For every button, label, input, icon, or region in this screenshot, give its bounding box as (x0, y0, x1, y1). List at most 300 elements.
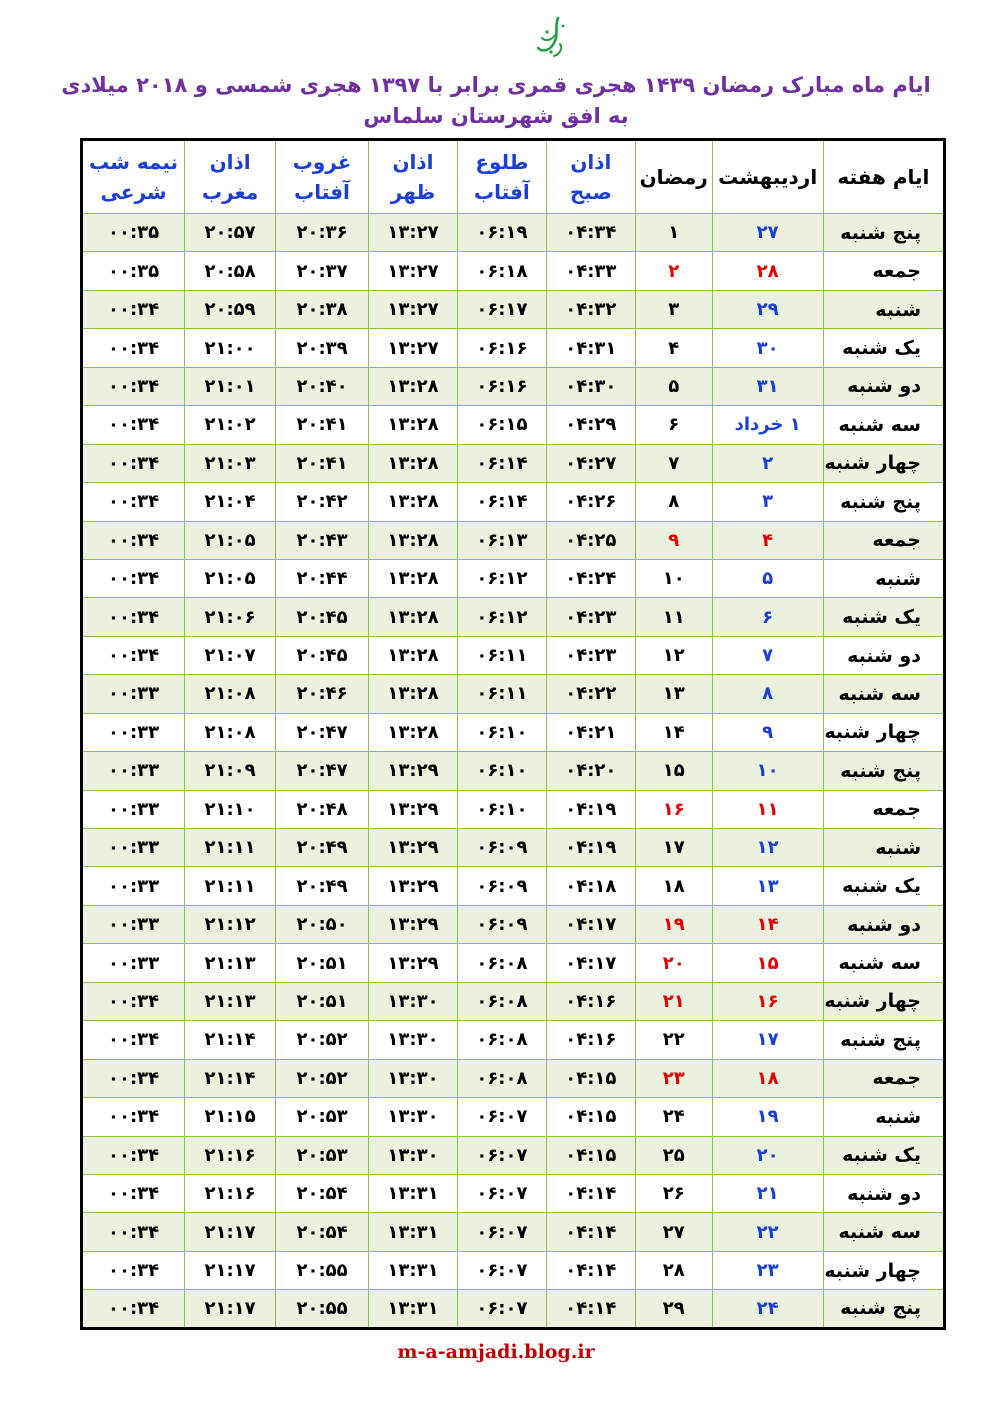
ramadan-day-cell: ۳ (635, 290, 712, 328)
midnight-time-cell: ۰۰:۳۴ (82, 329, 185, 367)
sunset-time-cell: ۲۰:۵۳ (276, 1098, 369, 1136)
ramadan-day-cell: ۲۹ (635, 1290, 712, 1328)
sunset-time-cell: ۲۰:۴۹ (276, 829, 369, 867)
sunset-time-cell: ۲۰:۵۵ (276, 1251, 369, 1289)
maghrib-time-cell: ۲۱:۰۵ (185, 559, 276, 597)
header-sunset (276, 140, 369, 214)
table-row (82, 713, 945, 751)
dhuhr-time-cell: ۱۳:۲۹ (369, 829, 458, 867)
maghrib-time-cell: ۲۱:۰۹ (185, 752, 276, 790)
fajr-time-cell: ۰۴:۲۷ (546, 444, 635, 482)
table-row (82, 675, 945, 713)
dhuhr-time-cell: ۱۳:۲۷ (369, 329, 458, 367)
ramadan-day-cell: ۱۰ (635, 559, 712, 597)
header-sunset-line2: آفتاب (294, 180, 350, 204)
table-row (82, 1021, 945, 1059)
midnight-time-cell: ۰۰:۳۴ (82, 1251, 185, 1289)
ordibehesht-cell: ۱۸ (712, 1059, 823, 1097)
ramadan-day-cell: ۱۳ (635, 675, 712, 713)
midnight-time-cell: ۰۰:۳۴ (82, 1059, 185, 1097)
weekday-cell: دو شنبه (823, 905, 944, 943)
sunrise-time-cell: ۰۶:۰۸ (457, 982, 546, 1020)
header-fajr-line1: اذان (570, 150, 612, 174)
midnight-time-cell: ۰۰:۳۴ (82, 290, 185, 328)
weekday-cell: یک شنبه (823, 867, 944, 905)
weekday-cell: سه شنبه (823, 1213, 944, 1251)
fajr-time-cell: ۰۴:۲۲ (546, 675, 635, 713)
sunset-time-cell: ۲۰:۵۳ (276, 1136, 369, 1174)
weekday-cell: چهار شنبه (823, 713, 944, 751)
table-row (82, 406, 945, 444)
midnight-time-cell: ۰۰:۳۳ (82, 867, 185, 905)
table-row (82, 290, 945, 328)
ramadan-timetable (80, 138, 946, 1330)
fajr-time-cell: ۰۴:۳۲ (546, 290, 635, 328)
sunrise-time-cell: ۰۶:۱۵ (457, 406, 546, 444)
sunrise-time-cell: ۰۶:۱۶ (457, 367, 546, 405)
maghrib-time-cell: ۲۱:۰۰ (185, 329, 276, 367)
fajr-time-cell: ۰۴:۱۵ (546, 1136, 635, 1174)
ramadan-day-cell: ۹ (635, 521, 712, 559)
sunrise-time-cell: ۰۶:۰۷ (457, 1136, 546, 1174)
weekday-cell: شنبه (823, 559, 944, 597)
maghrib-time-cell: ۲۱:۱۷ (185, 1290, 276, 1328)
sunset-time-cell: ۲۰:۴۸ (276, 790, 369, 828)
header-ramadan: رمضان (635, 140, 712, 214)
header-maghrib-line1: اذان (209, 150, 251, 174)
dhuhr-time-cell: ۱۳:۲۸ (369, 713, 458, 751)
ramadan-day-cell: ۲۰ (635, 944, 712, 982)
dhuhr-time-cell: ۱۳:۲۸ (369, 521, 458, 559)
ordibehesht-cell: ۱۴ (712, 905, 823, 943)
sunset-time-cell: ۲۰:۳۶ (276, 214, 369, 252)
sunrise-time-cell: ۰۶:۱۲ (457, 559, 546, 597)
header-maghrib-line2: مغرب (201, 180, 259, 204)
ordibehesht-cell: ۱۱ (712, 790, 823, 828)
ramadan-day-cell: ۱۱ (635, 598, 712, 636)
dhuhr-time-cell: ۱۳:۲۸ (369, 598, 458, 636)
ordibehesht-cell: ۲ (712, 444, 823, 482)
fajr-time-cell: ۰۴:۱۸ (546, 867, 635, 905)
header-sunset-line1: غروب (292, 150, 352, 174)
ordibehesht-cell: ۲۷ (712, 214, 823, 252)
weekday-cell: چهار شنبه (823, 444, 944, 482)
midnight-time-cell: ۰۰:۳۴ (82, 1213, 185, 1251)
dhuhr-time-cell: ۱۳:۳۰ (369, 1136, 458, 1174)
sunset-time-cell: ۲۰:۵۱ (276, 982, 369, 1020)
page-subtitle: به افق شهرستان سلماس (363, 104, 629, 128)
dhuhr-time-cell: ۱۳:۲۸ (369, 559, 458, 597)
midnight-time-cell: ۰۰:۳۴ (82, 521, 185, 559)
header-maghrib (185, 140, 276, 214)
ramadan-day-cell: ۱۸ (635, 867, 712, 905)
weekday-cell: سه شنبه (823, 675, 944, 713)
midnight-time-cell: ۰۰:۳۴ (82, 444, 185, 482)
weekday-cell: پنج شنبه (823, 752, 944, 790)
ordibehesht-cell: ۴ (712, 521, 823, 559)
ordibehesht-cell: ۸ (712, 675, 823, 713)
sunrise-time-cell: ۰۶:۰۸ (457, 1021, 546, 1059)
table-row (82, 1213, 945, 1251)
maghrib-time-cell: ۲۱:۱۷ (185, 1251, 276, 1289)
table-row (82, 636, 945, 674)
ordibehesht-cell: ۱۹ (712, 1098, 823, 1136)
maghrib-time-cell: ۲۱:۰۶ (185, 598, 276, 636)
dhuhr-time-cell: ۱۳:۲۸ (369, 444, 458, 482)
midnight-time-cell: ۰۰:۳۴ (82, 598, 185, 636)
dhuhr-time-cell: ۱۳:۲۷ (369, 290, 458, 328)
ordibehesht-cell: ۹ (712, 713, 823, 751)
maghrib-time-cell: ۲۱:۱۶ (185, 1174, 276, 1212)
ordibehesht-cell: ۲۰ (712, 1136, 823, 1174)
ordibehesht-cell: ۲۸ (712, 252, 823, 290)
dhuhr-time-cell: ۱۳:۲۸ (369, 367, 458, 405)
dhuhr-time-cell: ۱۳:۲۷ (369, 214, 458, 252)
page-title: ایام ماه مبارک رمضان ۱۴۳۹ هجری قمری برابر با ۱۳۹۷ هجری شمسی و ۲۰۱۸ میلادی (61, 73, 931, 97)
weekday-cell: پنج شنبه (823, 483, 944, 521)
weekday-cell: دو شنبه (823, 636, 944, 674)
weekday-cell: پنج شنبه (823, 1021, 944, 1059)
table-row (82, 1290, 945, 1328)
sunrise-time-cell: ۰۶:۰۸ (457, 944, 546, 982)
sunset-time-cell: ۲۰:۴۰ (276, 367, 369, 405)
fajr-time-cell: ۰۴:۲۳ (546, 636, 635, 674)
fajr-time-cell: ۰۴:۱۴ (546, 1290, 635, 1328)
fajr-time-cell: ۰۴:۱۴ (546, 1251, 635, 1289)
header-midnight-line1: نیمه شب (89, 150, 179, 174)
dhuhr-time-cell: ۱۳:۳۰ (369, 982, 458, 1020)
sunset-time-cell: ۲۰:۴۳ (276, 521, 369, 559)
table-row (82, 790, 945, 828)
maghrib-time-cell: ۲۰:۵۸ (185, 252, 276, 290)
fajr-time-cell: ۰۴:۳۳ (546, 252, 635, 290)
table-row (82, 944, 945, 982)
sunrise-time-cell: ۰۶:۰۷ (457, 1213, 546, 1251)
table-row (82, 1251, 945, 1289)
fajr-time-cell: ۰۴:۲۹ (546, 406, 635, 444)
sunset-time-cell: ۲۰:۴۵ (276, 636, 369, 674)
table-row (82, 982, 945, 1020)
sunset-time-cell: ۲۰:۵۲ (276, 1059, 369, 1097)
fajr-time-cell: ۰۴:۳۰ (546, 367, 635, 405)
ordibehesht-cell: ۱۲ (712, 829, 823, 867)
dhuhr-time-cell: ۱۳:۲۸ (369, 675, 458, 713)
tabyin-logo-icon (530, 14, 570, 60)
table-row (82, 829, 945, 867)
fajr-time-cell: ۰۴:۲۱ (546, 713, 635, 751)
ramadan-day-cell: ۲۸ (635, 1251, 712, 1289)
ordibehesht-cell: ۶ (712, 598, 823, 636)
maghrib-time-cell: ۲۱:۱۵ (185, 1098, 276, 1136)
ramadan-day-cell: ۱۹ (635, 905, 712, 943)
sunrise-time-cell: ۰۶:۰۷ (457, 1290, 546, 1328)
ramadan-day-cell: ۱۷ (635, 829, 712, 867)
table-row (82, 214, 945, 252)
weekday-cell: جمعه (823, 252, 944, 290)
sunset-time-cell: ۲۰:۵۲ (276, 1021, 369, 1059)
header-sunrise-line1: طلوع (475, 150, 529, 174)
ordibehesht-cell: ۳ (712, 483, 823, 521)
midnight-time-cell: ۰۰:۳۴ (82, 1098, 185, 1136)
weekday-cell: یک شنبه (823, 1136, 944, 1174)
fajr-time-cell: ۰۴:۱۶ (546, 982, 635, 1020)
midnight-time-cell: ۰۰:۳۳ (82, 944, 185, 982)
header-ordibehesht: اردیبهشت (712, 140, 823, 214)
sunset-time-cell: ۲۰:۵۵ (276, 1290, 369, 1328)
sunrise-time-cell: ۰۶:۰۹ (457, 905, 546, 943)
maghrib-time-cell: ۲۰:۵۹ (185, 290, 276, 328)
fajr-time-cell: ۰۴:۱۵ (546, 1059, 635, 1097)
weekday-cell: سه شنبه (823, 406, 944, 444)
weekday-cell: پنج شنبه (823, 1290, 944, 1328)
ramadan-day-cell: ۲۶ (635, 1174, 712, 1212)
ramadan-day-cell: ۲۲ (635, 1021, 712, 1059)
ramadan-day-cell: ۲ (635, 252, 712, 290)
midnight-time-cell: ۰۰:۳۴ (82, 559, 185, 597)
ordibehesht-cell: ۳۱ (712, 367, 823, 405)
sunrise-time-cell: ۰۶:۱۲ (457, 598, 546, 636)
table-row (82, 559, 945, 597)
weekday-cell: چهار شنبه (823, 982, 944, 1020)
sunrise-time-cell: ۰۶:۱۰ (457, 713, 546, 751)
fajr-time-cell: ۰۴:۲۰ (546, 752, 635, 790)
header-fajr (546, 140, 635, 214)
table-row (82, 1136, 945, 1174)
maghrib-time-cell: ۲۱:۰۱ (185, 367, 276, 405)
dhuhr-time-cell: ۱۳:۲۹ (369, 790, 458, 828)
midnight-time-cell: ۰۰:۳۳ (82, 713, 185, 751)
ramadan-day-cell: ۲۵ (635, 1136, 712, 1174)
midnight-time-cell: ۰۰:۳۳ (82, 790, 185, 828)
sunrise-time-cell: ۰۶:۰۷ (457, 1251, 546, 1289)
sunset-time-cell: ۲۰:۴۷ (276, 713, 369, 751)
ramadan-day-cell: ۱۵ (635, 752, 712, 790)
table-row (82, 1174, 945, 1212)
dhuhr-time-cell: ۱۳:۲۸ (369, 636, 458, 674)
maghrib-time-cell: ۲۱:۱۳ (185, 982, 276, 1020)
header-midnight (82, 140, 185, 214)
header-weekday: ایام هفته (823, 140, 944, 214)
sunrise-time-cell: ۰۶:۰۹ (457, 867, 546, 905)
ramadan-day-cell: ۲۳ (635, 1059, 712, 1097)
fajr-time-cell: ۰۴:۱۹ (546, 829, 635, 867)
maghrib-time-cell: ۲۱:۱۲ (185, 905, 276, 943)
table-row (82, 367, 945, 405)
weekday-cell: جمعه (823, 790, 944, 828)
dhuhr-time-cell: ۱۳:۲۷ (369, 252, 458, 290)
weekday-cell: شنبه (823, 1098, 944, 1136)
weekday-cell: شنبه (823, 829, 944, 867)
table-row (82, 252, 945, 290)
table-row (82, 905, 945, 943)
ordibehesht-cell: ۱۶ (712, 982, 823, 1020)
midnight-time-cell: ۰۰:۳۴ (82, 406, 185, 444)
maghrib-time-cell: ۲۱:۱۱ (185, 867, 276, 905)
weekday-cell: جمعه (823, 521, 944, 559)
dhuhr-time-cell: ۱۳:۳۰ (369, 1021, 458, 1059)
sunset-time-cell: ۲۰:۳۷ (276, 252, 369, 290)
sunset-time-cell: ۲۰:۴۵ (276, 598, 369, 636)
midnight-time-cell: ۰۰:۳۴ (82, 483, 185, 521)
sunrise-time-cell: ۰۶:۱۶ (457, 329, 546, 367)
sunrise-time-cell: ۰۶:۱۱ (457, 636, 546, 674)
dhuhr-time-cell: ۱۳:۳۰ (369, 1098, 458, 1136)
ramadan-day-cell: ۱۶ (635, 790, 712, 828)
sunset-time-cell: ۲۰:۳۹ (276, 329, 369, 367)
weekday-cell: دو شنبه (823, 367, 944, 405)
weekday-cell: یک شنبه (823, 329, 944, 367)
weekday-cell: دو شنبه (823, 1174, 944, 1212)
midnight-time-cell: ۰۰:۳۳ (82, 829, 185, 867)
sunset-time-cell: ۲۰:۳۸ (276, 290, 369, 328)
sunrise-time-cell: ۰۶:۱۰ (457, 752, 546, 790)
header-midnight-line2: شرعی (100, 180, 167, 204)
header-sunrise-line2: آفتاب (474, 180, 530, 204)
ramadan-day-cell: ۴ (635, 329, 712, 367)
dhuhr-time-cell: ۱۳:۲۹ (369, 867, 458, 905)
dhuhr-time-cell: ۱۳:۲۸ (369, 406, 458, 444)
midnight-time-cell: ۰۰:۳۴ (82, 367, 185, 405)
sunset-time-cell: ۲۰:۴۶ (276, 675, 369, 713)
fajr-time-cell: ۰۴:۱۵ (546, 1098, 635, 1136)
header-row (82, 140, 945, 214)
weekday-cell: جمعه (823, 1059, 944, 1097)
maghrib-time-cell: ۲۱:۱۴ (185, 1021, 276, 1059)
dhuhr-time-cell: ۱۳:۳۱ (369, 1290, 458, 1328)
sunset-time-cell: ۲۰:۵۴ (276, 1213, 369, 1251)
dhuhr-time-cell: ۱۳:۲۹ (369, 944, 458, 982)
sunrise-time-cell: ۰۶:۱۹ (457, 214, 546, 252)
sunrise-time-cell: ۰۶:۰۹ (457, 829, 546, 867)
fajr-time-cell: ۰۴:۱۴ (546, 1174, 635, 1212)
midnight-time-cell: ۰۰:۳۴ (82, 636, 185, 674)
maghrib-time-cell: ۲۱:۰۷ (185, 636, 276, 674)
fajr-time-cell: ۰۴:۲۳ (546, 598, 635, 636)
maghrib-time-cell: ۲۱:۰۴ (185, 483, 276, 521)
midnight-time-cell: ۰۰:۳۴ (82, 1021, 185, 1059)
weekday-cell: سه شنبه (823, 944, 944, 982)
sunrise-time-cell: ۰۶:۰۸ (457, 1059, 546, 1097)
header-sunrise (457, 140, 546, 214)
fajr-time-cell: ۰۴:۲۵ (546, 521, 635, 559)
weekday-cell: چهار شنبه (823, 1251, 944, 1289)
sunset-time-cell: ۲۰:۴۲ (276, 483, 369, 521)
table-row (82, 1098, 945, 1136)
fajr-time-cell: ۰۴:۱۷ (546, 905, 635, 943)
sunset-time-cell: ۲۰:۴۱ (276, 406, 369, 444)
ramadan-day-cell: ۱ (635, 214, 712, 252)
dhuhr-time-cell: ۱۳:۳۱ (369, 1174, 458, 1212)
weekday-cell: پنج شنبه (823, 214, 944, 252)
sunrise-time-cell: ۰۶:۱۳ (457, 521, 546, 559)
dhuhr-time-cell: ۱۳:۳۱ (369, 1251, 458, 1289)
table-row (82, 867, 945, 905)
sunset-time-cell: ۲۰:۵۱ (276, 944, 369, 982)
weekday-cell: یک شنبه (823, 598, 944, 636)
maghrib-time-cell: ۲۱:۱۱ (185, 829, 276, 867)
ordibehesht-cell: ۱۳ (712, 867, 823, 905)
sunset-time-cell: ۲۰:۴۹ (276, 867, 369, 905)
footer-blog-url: m-a-amjadi.blog.ir (397, 1341, 595, 1363)
dhuhr-time-cell: ۱۳:۲۸ (369, 483, 458, 521)
ordibehesht-cell: ۱ خرداد (712, 406, 823, 444)
maghrib-time-cell: ۲۱:۰۵ (185, 521, 276, 559)
dhuhr-time-cell: ۱۳:۳۱ (369, 1213, 458, 1251)
ramadan-day-cell: ۶ (635, 406, 712, 444)
timetable-body (82, 214, 945, 1329)
sunset-time-cell: ۲۰:۴۷ (276, 752, 369, 790)
sunrise-time-cell: ۰۶:۱۰ (457, 790, 546, 828)
fajr-time-cell: ۰۴:۱۹ (546, 790, 635, 828)
fajr-time-cell: ۰۴:۲۴ (546, 559, 635, 597)
midnight-time-cell: ۰۰:۳۴ (82, 1290, 185, 1328)
midnight-time-cell: ۰۰:۳۳ (82, 905, 185, 943)
ordibehesht-cell: ۲۳ (712, 1251, 823, 1289)
fajr-time-cell: ۰۴:۱۶ (546, 1021, 635, 1059)
maghrib-time-cell: ۲۱:۱۰ (185, 790, 276, 828)
sunrise-time-cell: ۰۶:۰۷ (457, 1174, 546, 1212)
fajr-time-cell: ۰۴:۲۶ (546, 483, 635, 521)
ordibehesht-cell: ۲۱ (712, 1174, 823, 1212)
table-row (82, 521, 945, 559)
ordibehesht-cell: ۱۷ (712, 1021, 823, 1059)
midnight-time-cell: ۰۰:۳۴ (82, 982, 185, 1020)
ramadan-day-cell: ۲۱ (635, 982, 712, 1020)
midnight-time-cell: ۰۰:۳۳ (82, 675, 185, 713)
ramadan-day-cell: ۵ (635, 367, 712, 405)
table-row (82, 444, 945, 482)
sunset-time-cell: ۲۰:۴۴ (276, 559, 369, 597)
midnight-time-cell: ۰۰:۳۵ (82, 214, 185, 252)
maghrib-time-cell: ۲۰:۵۷ (185, 214, 276, 252)
sunrise-time-cell: ۰۶:۱۷ (457, 290, 546, 328)
ordibehesht-cell: ۲۴ (712, 1290, 823, 1328)
ordibehesht-cell: ۲۲ (712, 1213, 823, 1251)
midnight-time-cell: ۰۰:۳۴ (82, 1174, 185, 1212)
maghrib-time-cell: ۲۱:۱۷ (185, 1213, 276, 1251)
table-row (82, 1059, 945, 1097)
midnight-time-cell: ۰۰:۳۵ (82, 252, 185, 290)
table-row (82, 483, 945, 521)
dhuhr-time-cell: ۱۳:۲۹ (369, 752, 458, 790)
table-row (82, 752, 945, 790)
sunrise-time-cell: ۰۶:۰۷ (457, 1098, 546, 1136)
ramadan-day-cell: ۲۷ (635, 1213, 712, 1251)
fajr-time-cell: ۰۴:۱۷ (546, 944, 635, 982)
sunset-time-cell: ۲۰:۴۱ (276, 444, 369, 482)
header-dhuhr-line1: اذان (392, 150, 434, 174)
dhuhr-time-cell: ۱۳:۲۹ (369, 905, 458, 943)
sunrise-time-cell: ۰۶:۱۸ (457, 252, 546, 290)
ordibehesht-cell: ۲۹ (712, 290, 823, 328)
fajr-time-cell: ۰۴:۳۱ (546, 329, 635, 367)
table-row (82, 598, 945, 636)
ramadan-day-cell: ۷ (635, 444, 712, 482)
maghrib-time-cell: ۲۱:۱۴ (185, 1059, 276, 1097)
maghrib-time-cell: ۲۱:۱۳ (185, 944, 276, 982)
sunrise-time-cell: ۰۶:۱۴ (457, 483, 546, 521)
midnight-time-cell: ۰۰:۳۴ (82, 1136, 185, 1174)
fajr-time-cell: ۰۴:۱۴ (546, 1213, 635, 1251)
maghrib-time-cell: ۲۱:۰۸ (185, 675, 276, 713)
weekday-cell: شنبه (823, 290, 944, 328)
ordibehesht-cell: ۷ (712, 636, 823, 674)
dhuhr-time-cell: ۱۳:۳۰ (369, 1059, 458, 1097)
ordibehesht-cell: ۳۰ (712, 329, 823, 367)
header-dhuhr-line2: ظهر (390, 180, 436, 204)
ordibehesht-cell: ۱۰ (712, 752, 823, 790)
ordibehesht-cell: ۱۵ (712, 944, 823, 982)
